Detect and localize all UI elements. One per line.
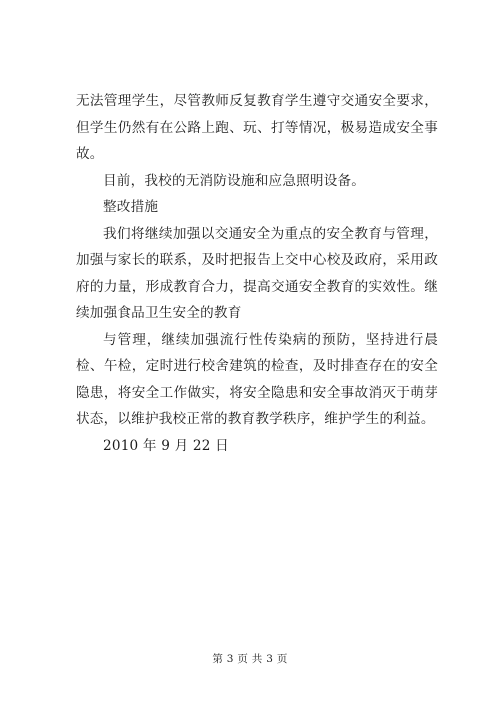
document-body [76,88,438,459]
paragraph-traffic-education: 我们将继续加强以交通安全为重点的安全教育与管理，加强与家长的联系，及时把报告上交中心校及政府，采用政府的力量，形成教育合力，提高交通安全教育的实效性。继续加强食品卫生安全的教育 [76,225,438,321]
paragraph-safety-issue: 无法管理学生，尽管教师反复教育学生遵守交通安全要求，但学生仍然有在公路上跑、玩、打等情况，极易造成安全事故。 [76,93,438,162]
document-date: 2010 年 9 月 22 日 [103,437,229,454]
paragraph-fire-facilities: 目前，我校的无消防设施和应急照明设备。 [103,172,366,189]
section-heading-rectification: 整改措施 [103,199,159,215]
paragraph-management: 与管理，继续加强流行性传染病的预防，坚持进行晨检、午检，定时进行校舍建筑的检查，及时排查存在的安全隐患，将安全工作做实，将安全隐患和安全事故消灭于萌芽状态，以维护我校正常的教育教学秩序，维护学生的利益。 [76,331,438,427]
page-footer: 第 3 页 共 3 页 [212,653,288,665]
